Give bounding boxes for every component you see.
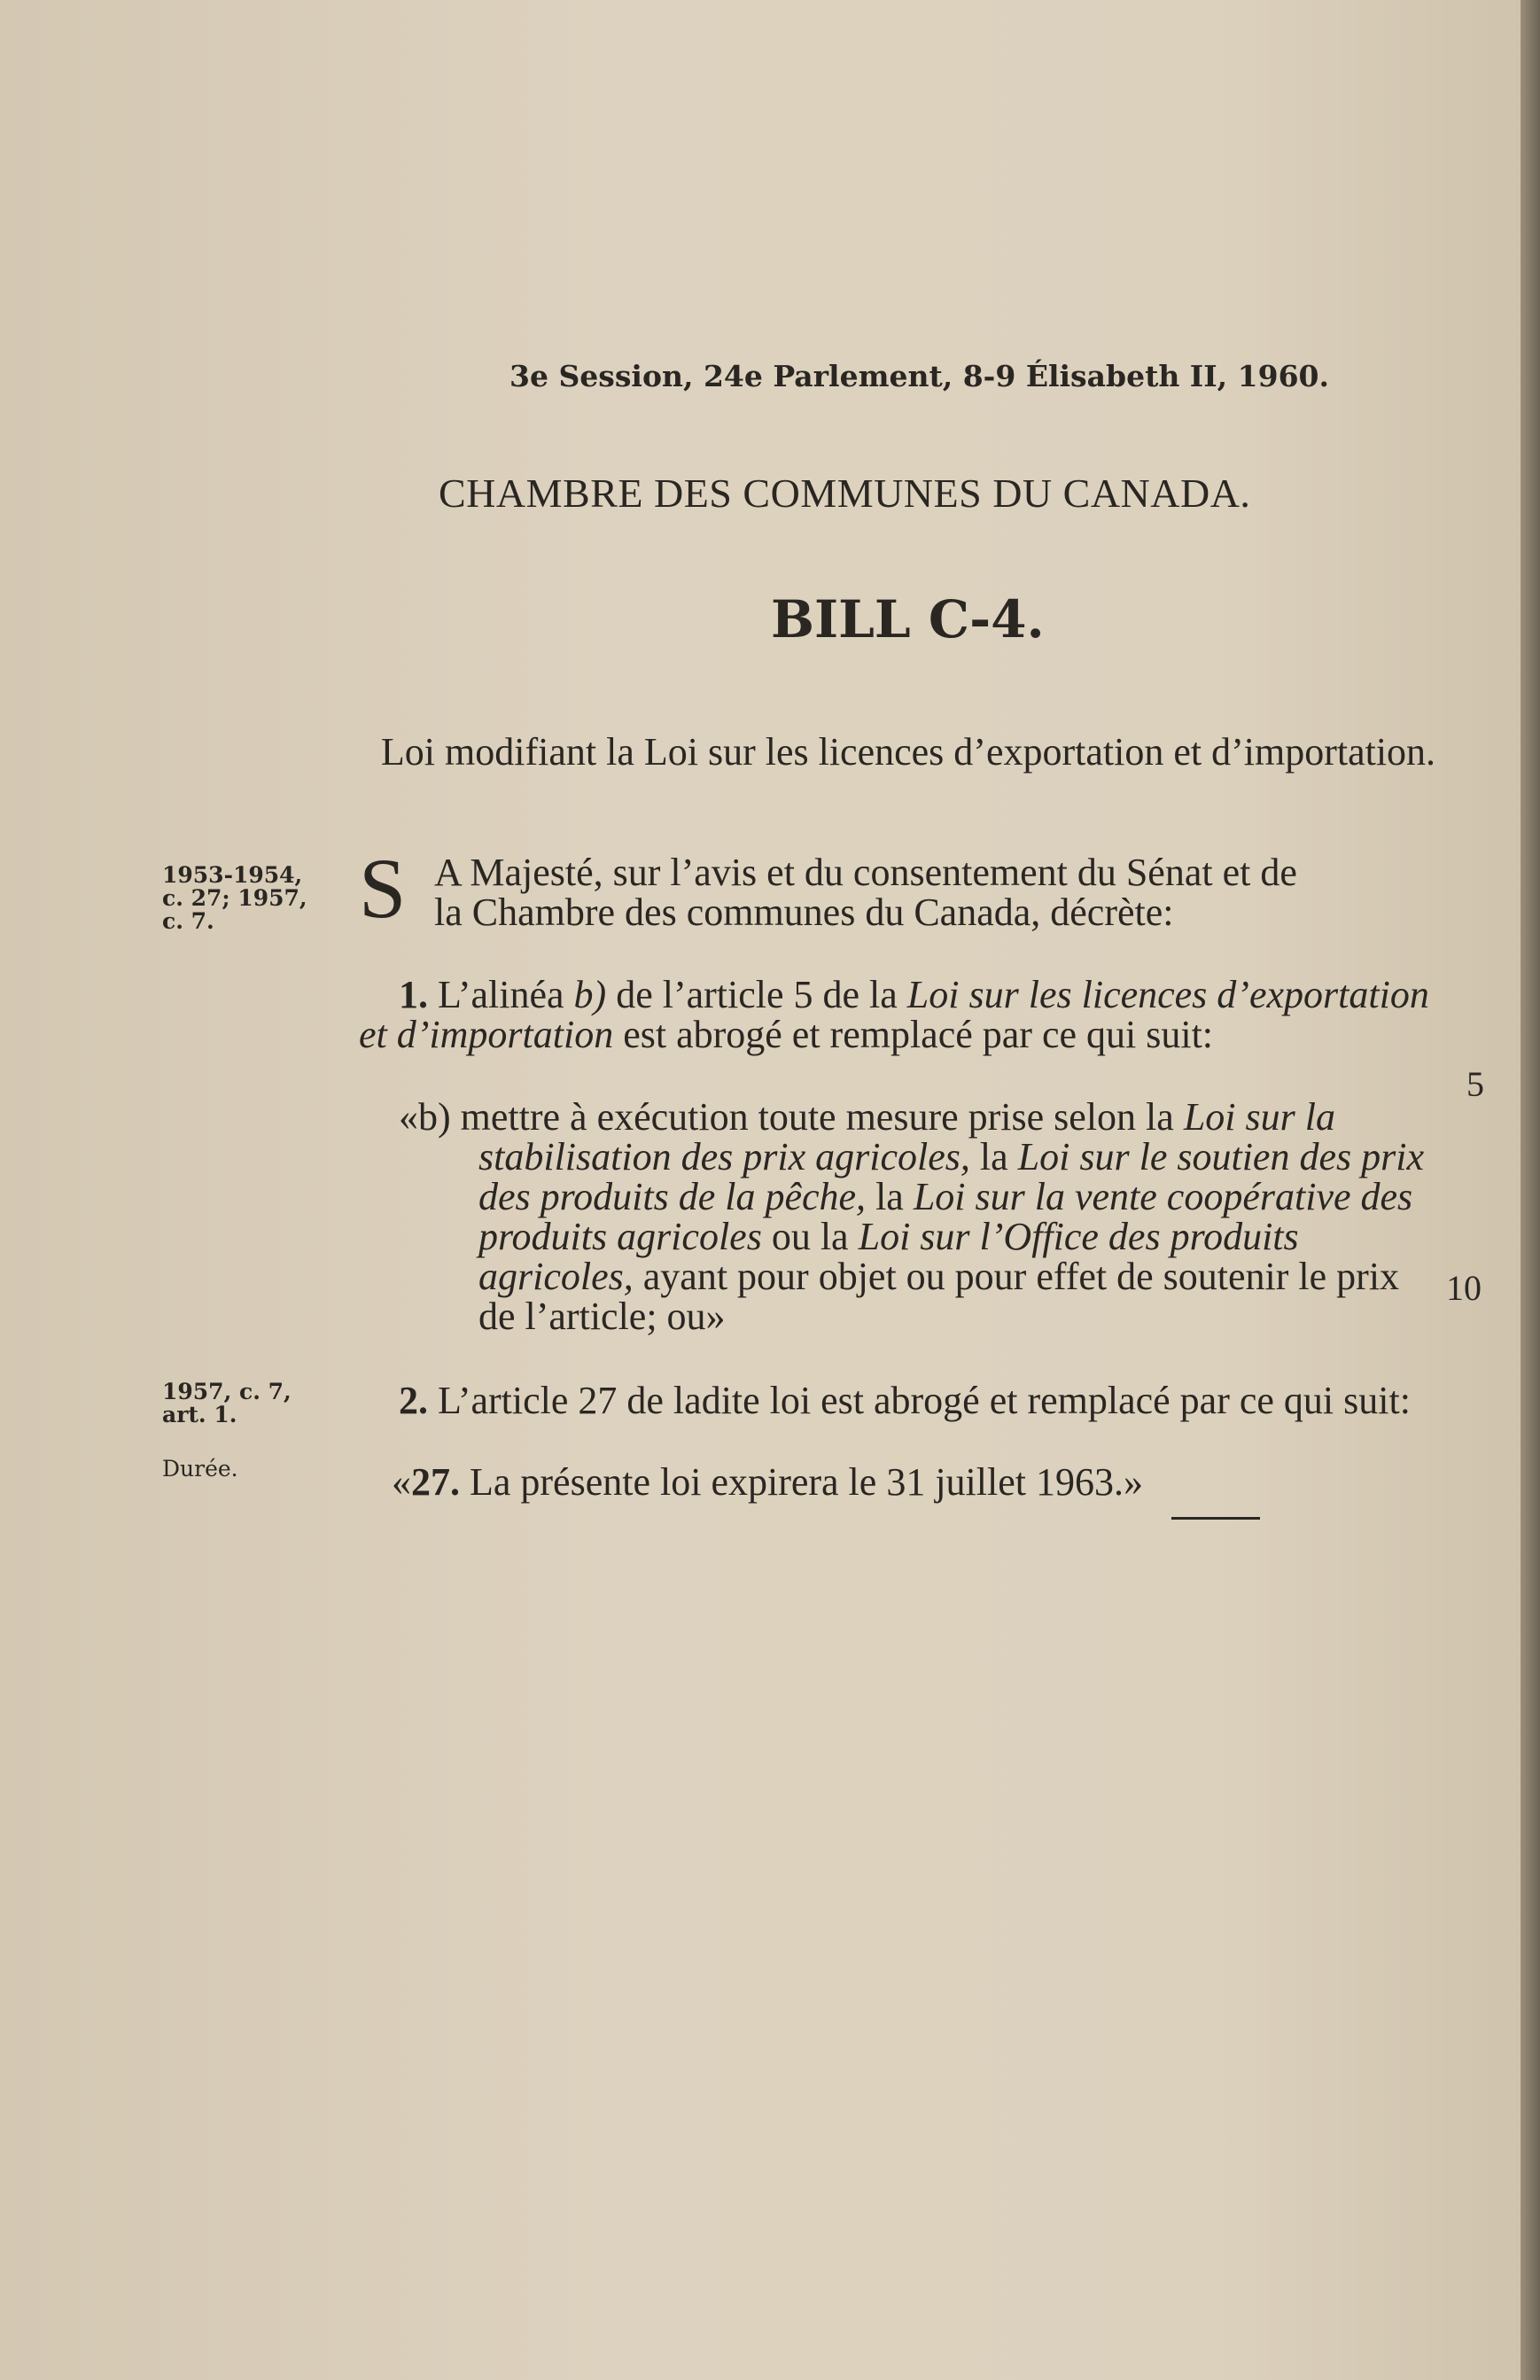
section-1-act-name: Loi sur les licences d’exportation et d’importation	[359, 973, 1429, 1056]
section-1-number: 1.	[399, 973, 428, 1016]
section-1	[359, 975, 1431, 1054]
section-1-text-b: de l’article 5 de la	[606, 973, 907, 1016]
section-1-text-a: L’alinéa	[438, 973, 574, 1016]
section-2-number: 2.	[399, 1379, 428, 1422]
enacting-clause-line1: A Majesté, sur l’avis et du consentement du Sénat et de	[434, 851, 1297, 894]
date-underline	[1171, 1517, 1260, 1520]
act-ref-4: Loi sur l’Office des produits agricoles,	[478, 1215, 1299, 1298]
paragraph-b-text-c: la	[866, 1175, 914, 1218]
paragraph-b-text-d: ou la	[761, 1215, 859, 1258]
section-27-number: 27.	[411, 1460, 460, 1504]
section-1-paragraph-b	[399, 1097, 1431, 1336]
margin-note-enactment: 1953-1954, c. 27; 1957, c. 7.	[162, 862, 307, 934]
paragraph-b-text-b: la	[969, 1135, 1018, 1178]
bill-title: Loi modifiant la Loi sur les licences d’exportation et d’importation.	[380, 730, 1436, 774]
act-ref-2: Loi sur le soutien des prix des produits de la pêche,	[478, 1135, 1424, 1218]
house-title: CHAMBRE DES COMMUNES DU CANADA.	[439, 471, 1251, 516]
section-1-para-letter: b)	[573, 973, 607, 1016]
session-line: 3e Session, 24e Parlement, 8-9 Élisabeth II, 1960.	[509, 359, 1329, 393]
paragraph-b-text-e: ayant pour objet ou pour effet de soutenir le prix de l’article; ou»	[478, 1255, 1400, 1338]
section-2-text: L’article 27 de ladite loi est abrogé et remplacé par ce qui suit:	[428, 1379, 1411, 1422]
section-1-text-c: est abrogé et remplacé par ce qui suit:	[613, 1013, 1214, 1056]
paragraph-b-text-a: mettre à exécution toute mesure prise selon la	[450, 1095, 1184, 1139]
drop-cap: S	[359, 841, 407, 936]
paragraph-b-label: «b)	[399, 1095, 451, 1139]
act-ref-3: Loi sur la vente coopérative des produits agricoles	[478, 1175, 1413, 1258]
act-ref-1: Loi sur la stabilisation des prix agricoles,	[478, 1095, 1335, 1178]
margin-note-section2: 1957, c. 7, art. 1.	[162, 1379, 292, 1427]
line-number-5: 5	[1466, 1064, 1484, 1104]
page-edge	[1521, 0, 1540, 2380]
bill-number: BILL C-4.	[771, 589, 1045, 649]
section-2	[359, 1381, 1431, 1420]
section-27-text: La présente loi expirera le 31 juillet 1963.»	[460, 1460, 1143, 1504]
section-27-open-quote: «	[392, 1460, 411, 1504]
section-27-replacement	[392, 1462, 1143, 1502]
line-number-10: 10	[1446, 1268, 1482, 1308]
enacting-clause-line2: la Chambre des communes du Canada, décrète:	[434, 891, 1174, 934]
margin-note-duree: Durée.	[162, 1456, 238, 1482]
